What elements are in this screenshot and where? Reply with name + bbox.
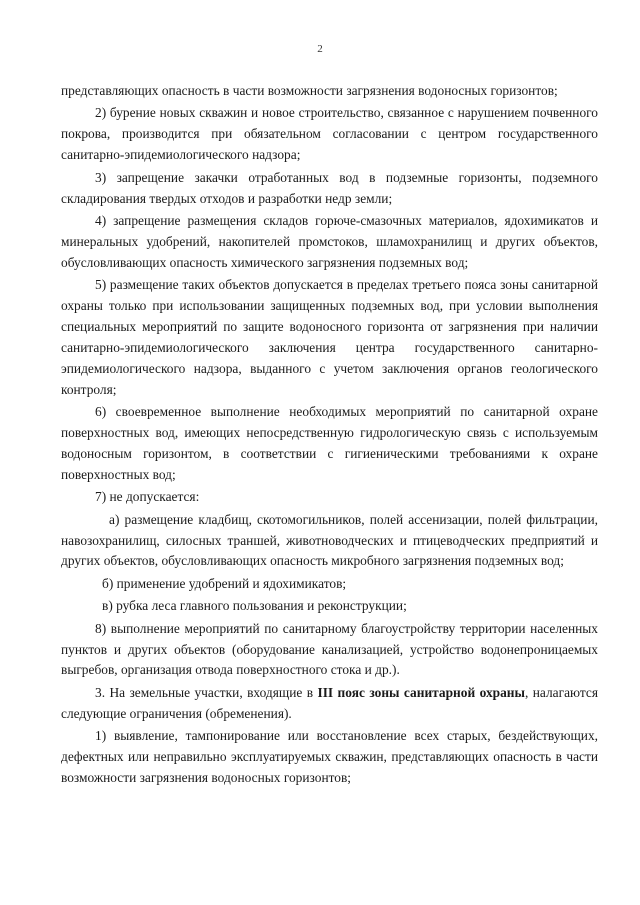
paragraph-last: 1) выявление, тампонирование или восстановление всех старых, бездействующих, дефектных или неправильно эксплуатируемых скважин, представляющих опасность в части возможности загрязнения водоносных горизонтов; [61,728,598,785]
paragraph-9: б) применение удобрений и ядохимикатов; [102,575,347,591]
paragraph-11: 8) выполнение мероприятий по санитарному благоустройству территории населенных пунктов и других объектов (оборудование канализацией, устройство водонепроницаемых выгребов, организация отвода поверхностного стока и др.). [61,620,598,678]
section-3-lead: 3. На земельные участки, входящие в [95,684,318,700]
paragraph-3: 3) запрещение закачки отработанных вод в подземные горизонты, подземного складирования твердых отходов и разработки недр земли; [61,169,598,206]
paragraph-6: 6) своевременное выполнение необходимых мероприятий по санитарной охране поверхностных вод, имеющих непосредственную гидрологическую связь с используемым водоносным горизонтом, в соответствии с гигиеническими требованиями к охране поверхностных вод; [61,404,598,482]
paragraph-1: представляющих опасность в части возможности загрязнения водоносных горизонтов; [61,83,558,98]
paragraph-7: 7) не допускается: [95,489,200,505]
section-3-paragraph [61,683,598,725]
document-body [61,81,598,789]
paragraph-4: 4) запрещение размещения складов горюче-смазочных материалов, ядохимикатов и минеральных удобрений, накопителей промстоков, шламохранилищ и других объектов, обусловливающих опасность химического загрязнения подземных вод; [61,212,598,270]
paragraph-8: а) размещение кладбищ, скотомогильников, полей ассенизации, полей фильтрации, навозохранилищ, силосных траншей, животноводческих и птицеводческих предприятий и других объектов, обусловливающих опасность микробного загрязнения подземных вод; [61,511,598,569]
page-number: 2 [317,43,323,55]
paragraph-5: 5) размещение таких объектов допускается в пределах третьего пояса зоны санитарной охраны только при использовании защищенных подземных вод, при условии выполнения специальных мероприятий по защите водоносного горизонта от загрязнения при наличии санитарно-эпидемиологического заключения центра государственного санитарно-эпидемиологического надзора, выданного с учетом заключения органов геологического контроля; [61,277,598,397]
paragraph-2: 2) бурение новых скважин и новое строительство, связанное с нарушением почвенного покрова, производится при обязательном согласовании с центром государственного санитарно-эпидемиологического надзора; [61,105,598,163]
section-3-bold-term: III пояс зоны санитарной охраны [317,684,525,700]
section-3-tail: , налагаются следующие ограничения (обременения). [61,684,598,721]
paragraph-list [61,81,598,681]
paragraph-10: в) рубка леса главного пользования и реконструкции; [102,598,407,614]
